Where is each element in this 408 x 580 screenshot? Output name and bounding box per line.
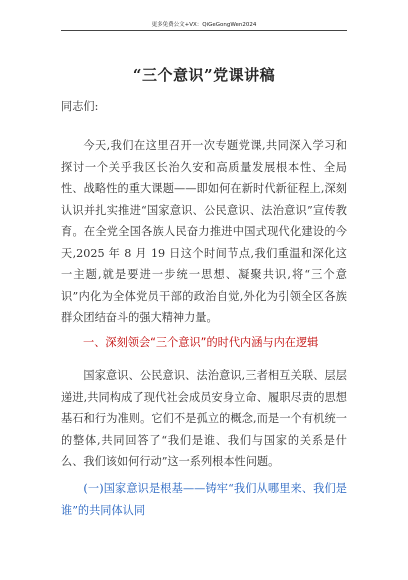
document-title: “三个意识”党课讲稿 [132,66,276,84]
body-paragraph: 国家意识、公民意识、法治意识,三者相互关联、层层递进,共同构成了现代社会成员安身立命、履职尽责的思想基石和行为准则。它们不是孤立的概念,而是一个有机统一的整体,共同回答了“我们是谁、我们与国家的关系是什么、我们该如何行动”这一系列根本性问题。 [61,369,347,468]
subsection-heading: (一)国家意识是根基——铸牢“我们从哪里来、我们是谁”的共同体认同 [61,482,347,517]
section-heading: 一、深刻领会“三个意识”的时代内涵与内在逻辑 [83,336,319,349]
greeting: 同志们: [61,100,99,113]
header-divider [61,30,347,31]
page-header-note: 更多免费公文+VX：QiGeGongWen2024 [151,22,257,28]
intro-paragraph: 今天,我们在这里召开一次专题党课,共同深入学习和探讨一个关乎我区长治久安和高质量发展根本性、全局性、战略性的重大课题——即如何在新时代新征程上,深刻认识并扎实推进“国家意识、公民意识、法治意识”宣传教育。在全党全国各族人民奋力推进中国式现代化建设的今天,2025 年 8 月 19 日这个时间节点,我们重温和深化这一主题,就是要进一步统一思想、凝聚共识,将“三个意识”内化为全体党员干部的政治自觉,外化为引领全区各族群众团结奋斗的强大精神力量。 [61,139,347,324]
